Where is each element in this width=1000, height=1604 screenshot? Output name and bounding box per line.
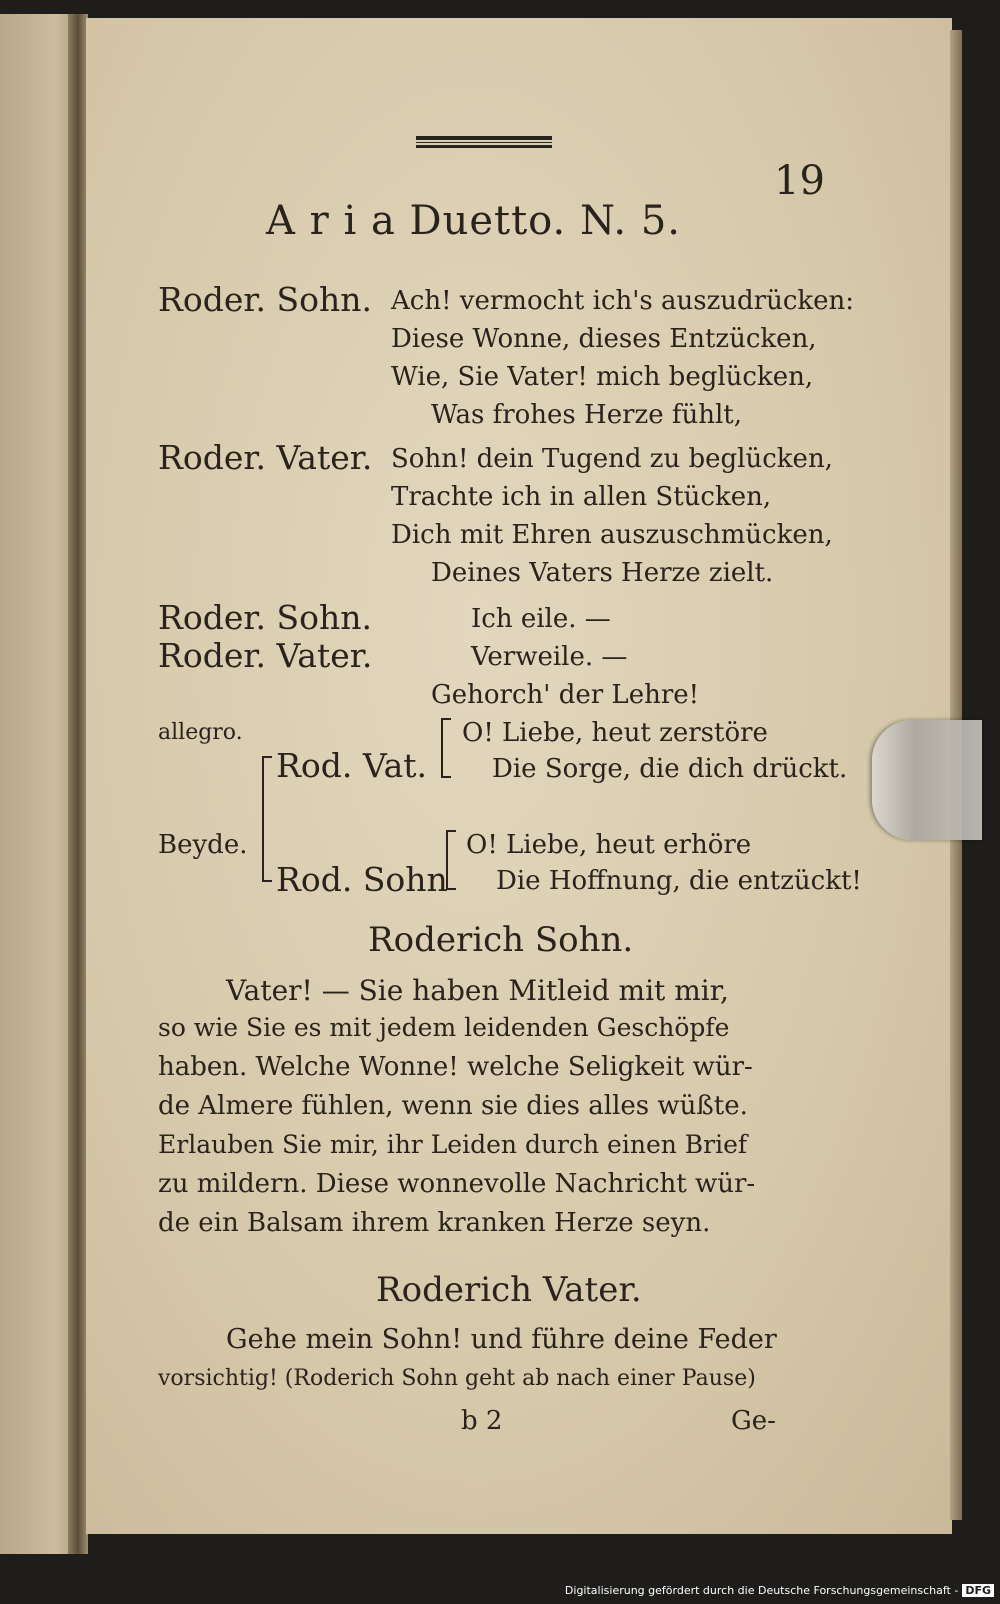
prose-line: Gehe mein Sohn! und führe deine Feder bbox=[226, 1324, 777, 1355]
verse-line: Deines Vaters Herze zielt. bbox=[431, 558, 774, 588]
header-ornament-rule bbox=[416, 136, 552, 148]
section-heading: Roderich Vater. bbox=[376, 1270, 642, 1310]
prose-line: vorsichtig! (Roderich Sohn geht ab nach einer Pause) bbox=[158, 1366, 756, 1391]
dialogue-line: Verweile. — bbox=[471, 642, 628, 672]
verse-line: O! Liebe, heut erhöre bbox=[466, 830, 752, 860]
prose-line: de Almere fühlen, wenn sie dies alles wüßte. bbox=[158, 1091, 748, 1121]
dialogue-line: Gehorch' der Lehre! bbox=[431, 680, 700, 710]
verse-line: Was frohes Herze fühlt, bbox=[431, 400, 742, 430]
speaker-rod-vat: Rod. Vat. bbox=[276, 746, 428, 785]
prose-line: zu mildern. Diese wonnevolle Nachricht wür- bbox=[158, 1169, 756, 1199]
speaker-roder-sohn: Roder. Sohn. bbox=[158, 598, 372, 637]
verse-line: O! Liebe, heut zerstöre bbox=[462, 718, 768, 748]
footer-credit bbox=[565, 1584, 994, 1597]
aria-title: A r i a Duetto. N. 5. bbox=[266, 198, 682, 244]
page-tab-marker bbox=[872, 720, 982, 840]
prose-line: de ein Balsam ihrem kranken Herze seyn. bbox=[158, 1208, 711, 1238]
inner-bracket bbox=[441, 718, 451, 778]
footer-text: Digitalisierung gefördert durch die Deutsche Forschungsgemeinschaft - bbox=[564, 1584, 959, 1597]
verse-line: Wie, Sie Vater! mich beglücken, bbox=[391, 362, 814, 392]
prose-line: so wie Sie es mit jedem leidenden Geschöpfe bbox=[158, 1013, 730, 1042]
tempo-marking: allegro. bbox=[158, 720, 243, 745]
verse-line: Trachte ich in allen Stücken, bbox=[391, 482, 772, 512]
verse-line: Dich mit Ehren auszuschmücken, bbox=[391, 520, 833, 550]
dfg-logo: DFG bbox=[962, 1584, 994, 1597]
speaker-roder-vater: Roder. Vater. bbox=[158, 438, 373, 477]
verse-line: Die Hoffnung, die entzückt! bbox=[496, 866, 862, 896]
prose-line: Vater! — Sie haben Mitleid mit mir, bbox=[226, 974, 729, 1007]
verse-line: Ach! vermocht ich's auszudrücken: bbox=[391, 286, 855, 316]
book-gutter bbox=[68, 14, 88, 1554]
page-number: 19 bbox=[774, 158, 825, 204]
beyde-label: Beyde. bbox=[158, 830, 248, 860]
outer-brace bbox=[262, 756, 272, 882]
verse-line: Diese Wonne, dieses Entzücken, bbox=[391, 324, 817, 354]
speaker-roder-vater: Roder. Vater. bbox=[158, 636, 373, 675]
speaker-roder-sohn: Roder. Sohn. bbox=[158, 280, 372, 319]
dialogue-line: Ich eile. — bbox=[471, 604, 611, 634]
catchword: Ge- bbox=[731, 1406, 776, 1436]
verse-line: Die Sorge, die dich drückt. bbox=[492, 754, 848, 784]
signature-mark: b 2 bbox=[461, 1406, 503, 1436]
prose-line: haben. Welche Wonne! welche Seligkeit wür- bbox=[158, 1052, 753, 1082]
section-heading: Roderich Sohn. bbox=[368, 920, 634, 960]
book-page bbox=[86, 18, 952, 1534]
prose-line: Erlauben Sie mir, ihr Leiden durch einen Brief bbox=[158, 1130, 748, 1159]
verse-line: Sohn! dein Tugend zu beglücken, bbox=[391, 444, 833, 474]
speaker-rod-sohn: Rod. Sohn bbox=[276, 860, 448, 899]
